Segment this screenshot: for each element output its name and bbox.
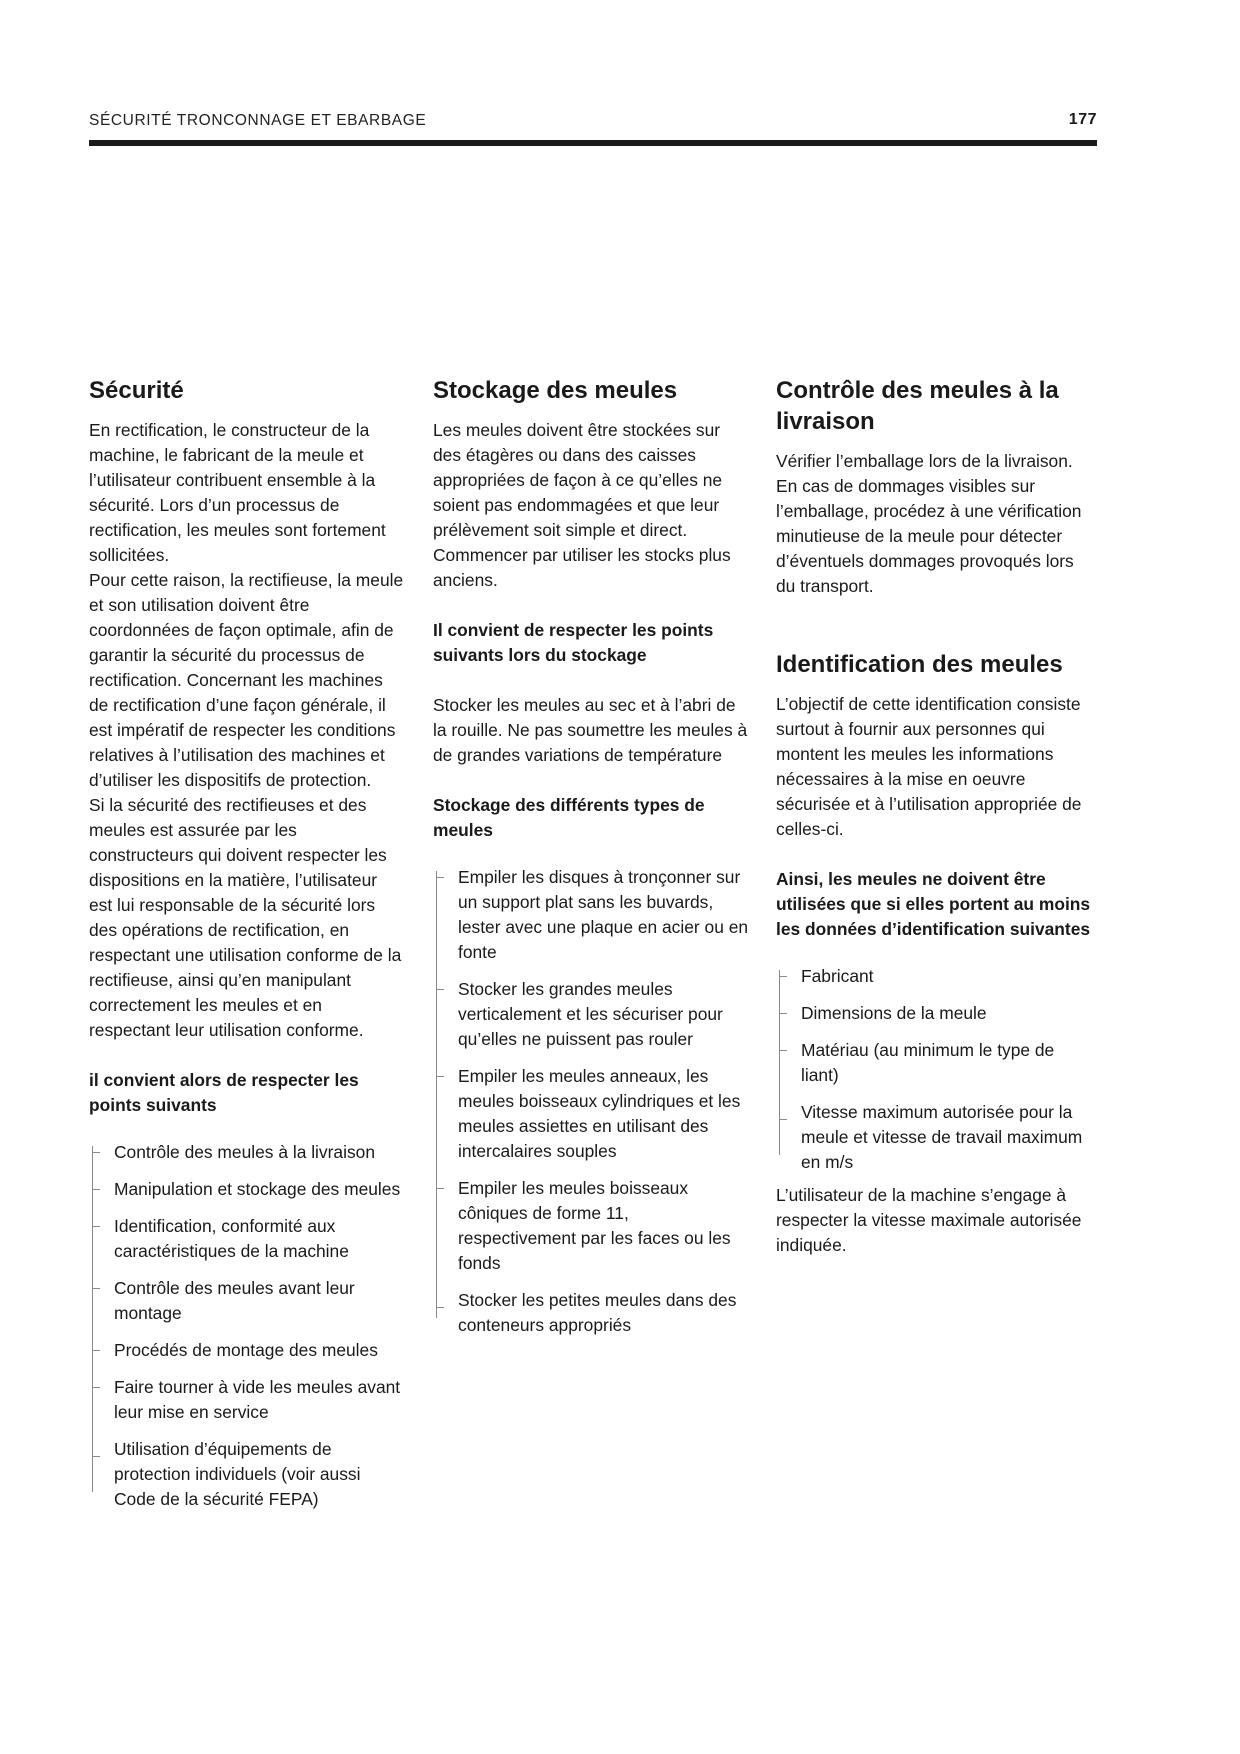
bullet-list (776, 964, 1092, 1175)
list-item: Dimensions de la meule (776, 1001, 1092, 1026)
list-item: Matériau (au minimum le type de liant) (776, 1038, 1092, 1088)
paragraph: En rectification, le constructeur de la machine, le fabricant de la meule et l’utilisateur contribuent ensemble à la sécurité. Lors d’un processus de rectification, les meules sont fortement sollicitées. (89, 420, 386, 565)
paragraph: Les meules doivent être stockées sur des étagères ou dans des caisses appropriées de façon à ce qu’elles ne soient pas endommagées et que leur prélèvement soit simple et direct. Commencer par utiliser les stocks plus anciens. (433, 420, 731, 590)
heading-controle-livraison: Contrôle des meules à la livraison (776, 377, 1059, 435)
list-item: Empiler les meules boisseaux côniques de forme 11, respectivement par les faces ou les fonds (433, 1176, 749, 1276)
heading-stockage: Stockage des meules (433, 377, 678, 404)
subheading: Ainsi, les meules ne doivent être utilisées que si elles portent au moins les données d’identification suivantes (776, 869, 1091, 939)
paragraph: Si la sécurité des rectifieuses et des meules est assurée par les constructeurs qui doivent respecter les dispositions en la matière, l’utilisateur est lui responsable de la sécurité lors des opérations de rectification, en respectant une utilisation conforme de la rectifieuse, ainsi qu’en manipulant correctement les meules et en respectant leur utilisation conforme. (89, 795, 402, 1040)
list-item: Stocker les grandes meules verticalement et les sécuriser pour qu’elles ne puissent pas rouler (433, 977, 749, 1052)
bullet-list (433, 865, 749, 1338)
paragraph: Pour cette raison, la rectifieuse, la meule et son utilisation doivent être coordonnées de façon optimale, afin de garantir la sécurité du processus de rectification. Concernant les machines de rectification d’une façon générale, il est impératif de respecter les conditions relatives à l’utilisation des machines et d’utiliser les dispositifs de protection. (89, 570, 404, 790)
paragraph: Stocker les meules au sec et à l’abri de la rouille. Ne pas soumettre les meules à de grandes variations de température (433, 695, 748, 765)
column-securite (89, 375, 405, 1512)
column-controle-identification (776, 375, 1092, 1258)
list-item: Stocker les petites meules dans des conteneurs appropriés (433, 1288, 749, 1338)
bullet-list (89, 1140, 405, 1512)
heading-securite: Sécurité (89, 377, 184, 404)
list-item: Procédés de montage des meules (89, 1338, 405, 1363)
list-item: Faire tourner à vide les meules avant leur mise en service (89, 1375, 405, 1425)
list-item: Empiler les disques à tronçonner sur un support plat sans les buvards, lester avec une plaque en acier ou en fonte (433, 865, 749, 965)
subheading: Stockage des différents types de meules (433, 795, 705, 840)
heading-identification: Identification des meules (776, 651, 1063, 678)
column-stockage (433, 375, 749, 1338)
page-header (89, 112, 1097, 134)
subheading: Il convient de respecter les points suivants lors du stockage (433, 620, 714, 665)
list-item: Empiler les meules anneaux, les meules boisseaux cylindriques et les meules assiettes en utilisant des intercalaires souples (433, 1064, 749, 1164)
paragraph: Vérifier l’emballage lors de la livraison. En cas de dommages visibles sur l’emballage, procédez à une vérification minutieuse de la meule pour détecter d’éventuels dommages provoqués lors du transport. (776, 451, 1082, 596)
list-item: Contrôle des meules avant leur montage (89, 1276, 405, 1326)
header-rule (89, 140, 1097, 146)
list-item: Utilisation d’équipements de protection individuels (voir aussi Code de la sécurité FEPA) (89, 1437, 405, 1512)
page-number: 177 (1068, 111, 1097, 128)
list-item: Fabricant (776, 964, 1092, 989)
paragraph: L’objectif de cette identification consiste surtout à fournir aux personnes qui montent les meules les informations nécessaires à la mise en oeuvre sécurisée et à l’utilisation appropriée de celles-ci. (776, 694, 1082, 839)
list-item: Manipulation et stockage des meules (89, 1177, 405, 1202)
paragraph: L’utilisateur de la machine s’engage à respecter la vitesse maximale autorisée indiquée. (776, 1185, 1082, 1255)
running-header-title: SÉCURITÉ TRONCONNAGE ET EBARBAGE (89, 112, 427, 129)
list-item: Identification, conformité aux caractéristiques de la machine (89, 1214, 405, 1264)
list-item: Vitesse maximum autorisée pour la meule et vitesse de travail maximum en m/s (776, 1100, 1092, 1175)
list-item: Contrôle des meules à la livraison (89, 1140, 405, 1165)
subheading: il convient alors de respecter les points suivants (89, 1070, 359, 1115)
